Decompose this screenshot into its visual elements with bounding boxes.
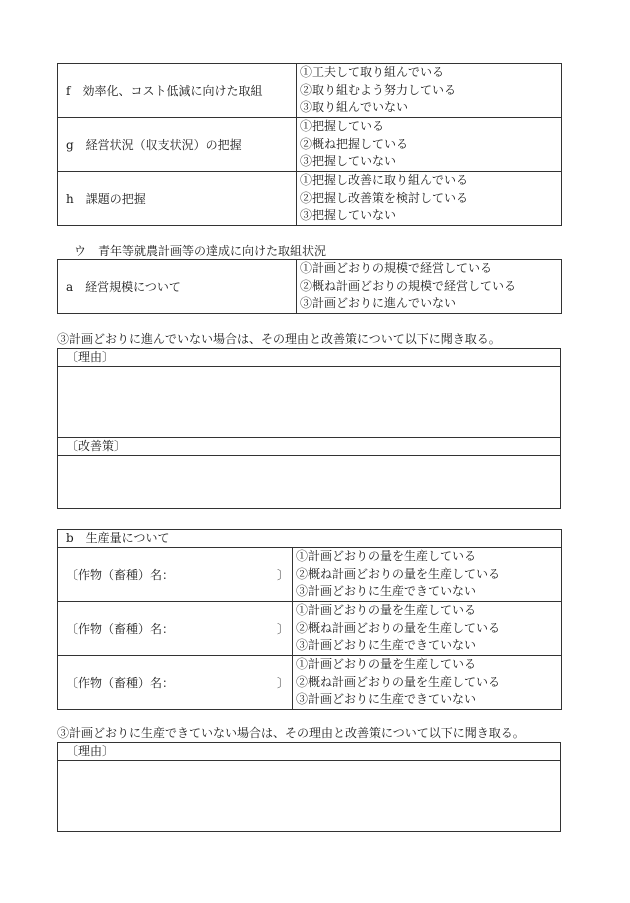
crop-name-label: 〔作物（畜種）名： (66, 568, 175, 582)
crop-name-label: 〔作物（畜種）名： (66, 676, 175, 690)
table-row (58, 548, 562, 602)
reason-improvement-box (57, 348, 561, 509)
table-row (58, 172, 562, 226)
option: ②概ね計画どおりの規模で経営している (300, 278, 517, 293)
bracket-close: 〕 (276, 676, 289, 690)
reason-box (57, 742, 561, 832)
table-row (58, 349, 561, 367)
option-group (297, 260, 562, 314)
option-group (293, 656, 562, 710)
option: ③計画どおりに生産できていない (296, 692, 477, 707)
reason-answer-area[interactable] (58, 367, 561, 438)
row-label: f 効率化、コスト低減に向けた取組 (58, 64, 297, 118)
option: ③計画どおりに生産できていない (296, 638, 477, 653)
table-row (58, 260, 562, 314)
improvement-label: 〔改善策〕 (58, 438, 561, 456)
table-row (58, 656, 562, 710)
option: ①計画どおりの規模で経営している (300, 261, 493, 276)
row-label: g 経営状況（収支状況）の把握 (58, 118, 297, 172)
evaluation-table-fgh (57, 63, 562, 226)
option-group (297, 64, 562, 118)
option: ③取り組んでいない (300, 100, 409, 115)
instruction-note: ③計画どおりに生産できていない場合は、その理由と改善策について以下に聞き取る。 (57, 726, 525, 740)
table-row (58, 64, 562, 118)
option: ②概ね把握している (300, 136, 409, 151)
table-row (58, 530, 562, 548)
option: ①把握し改善に取り組んでいる (300, 173, 469, 188)
table-row (58, 118, 562, 172)
reason-answer-area[interactable] (58, 761, 561, 832)
option: ①把握している (300, 119, 385, 134)
option-group (297, 118, 562, 172)
improvement-answer-area[interactable] (58, 456, 561, 509)
option-group (293, 602, 562, 656)
crop-name-cell[interactable] (58, 602, 293, 656)
production-table (57, 529, 562, 710)
crop-name-label: 〔作物（畜種）名： (66, 622, 175, 636)
bracket-close: 〕 (276, 568, 289, 582)
table-row (58, 438, 561, 456)
table-row (58, 456, 561, 509)
instruction-note: ③計画どおりに進んでいない場合は、その理由と改善策について以下に聞き取る。 (57, 332, 501, 346)
row-label: h 課題の把握 (58, 172, 297, 226)
option: ①計画どおりの量を生産している (296, 657, 477, 672)
option: ②概ね計画どおりの量を生産している (296, 566, 501, 581)
option: ②取り組むよう努力している (300, 82, 457, 97)
table-row (58, 602, 562, 656)
option: ①計画どおりの量を生産している (296, 603, 477, 618)
option: ②把握し改善策を検討している (300, 190, 469, 205)
option: ③計画どおりに生産できていない (296, 584, 477, 599)
crop-name-cell[interactable] (58, 548, 293, 602)
reason-label: 〔理由〕 (58, 743, 561, 761)
table-row (58, 743, 561, 761)
bracket-close: 〕 (276, 622, 289, 636)
table-row (58, 367, 561, 438)
section-heading: ウ 青年等就農計画等の達成に向けた取組状況 (74, 244, 327, 258)
reason-label: 〔理由〕 (58, 349, 561, 367)
table-row (58, 761, 561, 832)
crop-name-cell[interactable] (58, 656, 293, 710)
option: ②概ね計画どおりの量を生産している (296, 620, 501, 635)
evaluation-table-a (57, 259, 562, 314)
option-group (297, 172, 562, 226)
option: ②概ね計画どおりの量を生産している (296, 674, 501, 689)
option: ③把握していない (300, 208, 397, 223)
option: ③把握していない (300, 154, 397, 169)
option-group (293, 548, 562, 602)
option: ①計画どおりの量を生産している (296, 549, 477, 564)
option: ①工夫して取り組んでいる (300, 65, 445, 80)
row-label: a 経営規模について (58, 260, 297, 314)
option: ③計画どおりに進んでいない (300, 296, 457, 311)
section-title: b 生産量について (58, 530, 562, 548)
